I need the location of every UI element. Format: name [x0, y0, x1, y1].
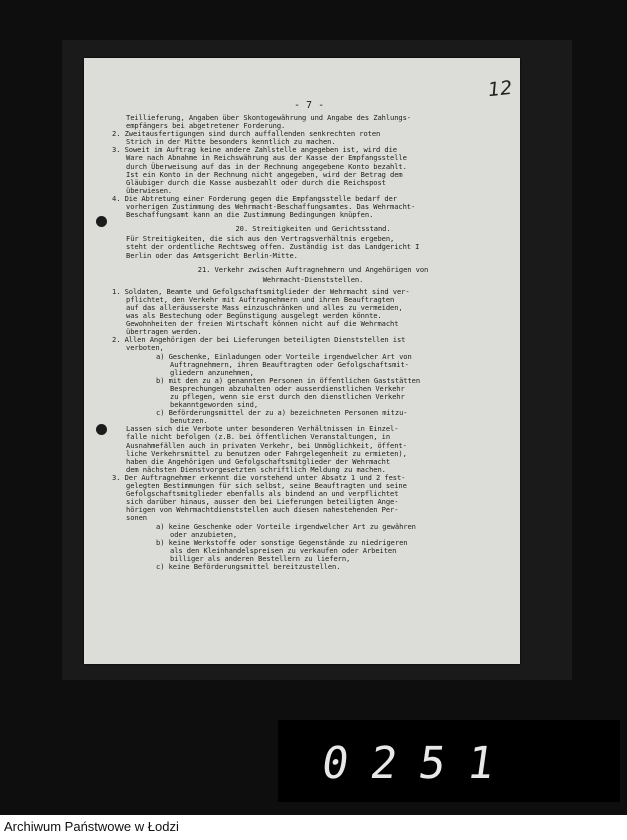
text-line: steht der ordentliche Rechtsweg offen. Zuständig ist das Landgericht I — [126, 242, 420, 252]
text-line: gelegten Bestimmungen für sich selbst, seine Beauftragten und seine — [126, 481, 407, 491]
page-number: - 7 - — [294, 100, 325, 111]
text-line: 2. Zweitausfertigungen sind durch auffallenden senkrechten roten — [112, 129, 381, 139]
text-line: a) Geschenke, Einladungen oder Vorteile irgendwelcher Art von — [156, 351, 412, 361]
text-line: Ware nach Abnahme in Reichswährung aus der Kasse der Empfangsstelle — [126, 153, 407, 163]
text-line: Für Streitigkeiten, die sich aus den Vertragsverhältnis ergeben, — [126, 234, 395, 244]
text-line: sonen — [126, 513, 147, 523]
document-page — [84, 58, 520, 664]
text-line: liche Verkehrsmittel zu benutzen oder Fahrgelegenheit zu ermieten), — [126, 448, 407, 458]
text-line: dem nächsten Dienstvorgesetzten schriftlich Meldung zu machen. — [126, 464, 386, 474]
text-line: b) keine Werkstoffe oder sonstige Gegenstände zu niedrigeren — [156, 537, 408, 547]
text-line: Beschaffungsamt kann an die Zustimmung Bedingungen knüpfen. — [126, 210, 374, 220]
text-line: Ausnahmefällen auch in privaten Verkehr, bei Unmöglichkeit, öffent- — [126, 440, 407, 450]
text-line: was als Bestechung oder Begünstigung ausgelegt werden könnte. — [126, 311, 382, 321]
text-line: Teillieferung, Angaben über Skontogewährung und Angabe des Zahlungs- — [126, 113, 411, 122]
text-line: Ist ein Konto in der Rechnung nicht angegeben, wird der Betrag dem — [126, 169, 403, 179]
text-line: überwiesen. — [126, 185, 173, 195]
section-heading: 20. Streitigkeiten und Gerichtsstand. — [235, 224, 391, 234]
text-line: falle nicht befolgen (z.B. bei öffentlichen Veranstaltungen, in — [126, 432, 391, 442]
text-line: b) mit den zu a) genannten Personen in öffentlichen Gaststätten — [156, 375, 421, 385]
text-line: oder anzubieten, — [170, 529, 238, 539]
punch-hole — [96, 424, 107, 435]
archive-frame-number — [278, 720, 620, 802]
text-line: übertragen werden. — [126, 327, 202, 337]
text-line: c) keine Beförderungsmittel bereitzustellen. — [156, 561, 341, 571]
text-line: Besprechungen abzuhalten oder ausserdienstlichen Verkehr — [170, 383, 405, 393]
text-line: 4. Die Abtretung einer Forderung gegen die Empfangsstelle bedarf der — [112, 193, 397, 203]
punch-hole — [96, 216, 107, 227]
document-body — [112, 114, 514, 571]
frame-number-text: 0251 — [318, 738, 520, 789]
archive-name: Archiwum Państwowe w Łodzi — [4, 819, 179, 834]
text-line: 2. Allen Angehörigen der bei Lieferungen beteiligten Dienststellen ist — [112, 335, 406, 345]
text-line: Lassen sich die Verbote unter besonderen Verhältnissen in Einzel- — [126, 424, 399, 434]
text-line: haben die Angehörigen und Gefolgschaftsmitglieder der Wehrmacht — [126, 456, 391, 466]
section-heading: 21. Verkehr zwischen Auftragnehmern und Angehörigen von — [197, 264, 429, 274]
text-line: durch Überweisung auf das in der Rechnung angegebene Konto bezahlt. — [126, 161, 407, 171]
text-line: zu pflegen, wenn sie erst durch den dienstlichen Verkehr — [170, 392, 405, 401]
text-line: sich darüber hinaus, ausser den bei Lieferungen beteiligten Ange- — [126, 497, 399, 507]
text-line: als den Kleinhandelspreisen zu verkaufen oder Arbeiten — [170, 545, 397, 555]
text-line: Gefolgschaftsmitglieder ebenfalls als bindend an und verpflichtet — [126, 489, 399, 499]
text-line: 1. Soldaten, Beamte und Gefolgschaftsmitglieder der Wehrmacht sind ver- — [112, 286, 410, 296]
text-line: empfängers bei abgetretener Forderung. — [126, 121, 286, 131]
text-line: auf das alleräusserste Mass einzuschränken und alles zu vermeiden, — [126, 302, 403, 312]
text-line: Gewohnheiten der freien Wirtschaft können nicht auf die Wehrmacht — [126, 319, 399, 329]
text-line: Berlin oder das Amtsgericht Berlin-Mitte. — [126, 250, 298, 260]
text-line: Auftragnehmern, ihren Beauftragten oder Gefolgschaftsmit- — [170, 359, 409, 369]
text-line: gliedern anzunehmen, — [170, 367, 254, 377]
text-line: hörigen von Wehrmachtdienststellen auch diesen nahestehenden Per- — [126, 505, 399, 515]
text-line: verboten, — [126, 343, 164, 353]
folio-number: 12 — [486, 76, 514, 102]
text-line: 3. Soweit im Auftrag keine andere Zahlstelle angegeben ist, wird die — [112, 145, 397, 155]
text-line: vorherigen Zustimmung des Wehrmacht-Beschaffungsamtes. Das Wehrmacht- — [126, 202, 416, 212]
text-line: pflichtet, den Verkehr mit Auftragnehmern und ihren Beauftragten — [126, 294, 395, 304]
text-line: Strich in der Mitte besonders kenntlich zu machen. — [126, 137, 336, 147]
text-line: Gläubiger durch die Kasse ausbezahlt oder durch die Reichspost — [126, 177, 386, 187]
text-line: billiger als anderen Bestellern zu liefern, — [170, 553, 351, 563]
section-heading-cont: Wehrmacht-Dienststellen. — [262, 274, 364, 284]
text-line: bekanntgeworden sind, — [170, 400, 259, 410]
text-line: c) Beförderungsmittel der zu a) bezeichneten Personen mitzu- — [156, 408, 408, 418]
text-line: benutzen. — [170, 416, 208, 426]
text-line: a) keine Geschenke oder Vorteile irgendwelcher Art zu gewähren — [156, 521, 416, 531]
footer-bar — [0, 815, 627, 840]
text-line: 3. Der Auftragnehmer erkennt die vorstehend unter Absatz 1 und 2 fest- — [112, 472, 406, 482]
